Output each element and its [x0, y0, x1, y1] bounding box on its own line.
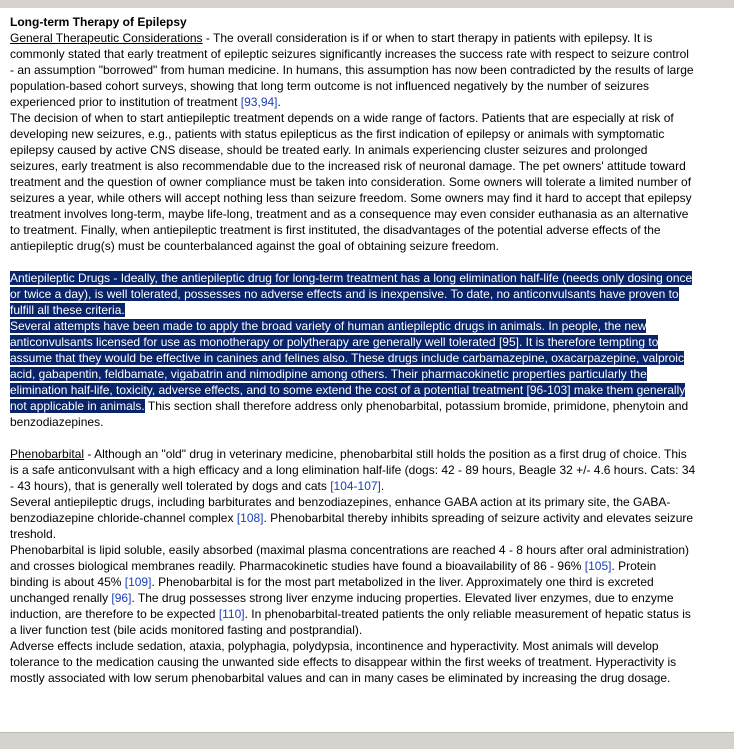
- citation-link[interactable]: [95]: [498, 335, 519, 349]
- paragraph-adverse-effects: Adverse effects include sedation, ataxia, polyphagia, polydypsia, incontinence and hyperactivity. Most animals will develop tolerance to the medication causing the unwanted side effects to disappear within the first weeks of treatment. Hyperactivity is mostly associated with low serum phenobarbital values and can in many cases be eliminated by increasing the drug dosage.: [10, 639, 677, 685]
- spacer: [10, 254, 696, 270]
- text: . The drug possesses strong liver enzyme inducing properties. Elevated liver enzymes, due to enzyme induction, are therefore to be expected: [10, 591, 674, 621]
- section-heading-antiepileptic: Antiepileptic Drugs: [10, 271, 111, 285]
- citation-link[interactable]: [96-103]: [526, 383, 571, 397]
- paragraph-decision: The decision of when to start antiepileptic treatment depends on a wide range of factors. Patients that are especially at risk of developing new seizures, e.g., patients with status epilepticus as the first indication of epilepsy or animals with symptomatic epilepsy caused by active CNS disease, should be treated early. In animals experiencing cluster seizures and prolonged seizures, early treatment is also recommendable due to the increased risk of neuronal damage. The pet owners' attitude toward treatment and the question of owner compliance must be taken into consideration. Some owners will tolerate a limited number of seizures a year, while others will accept nothing less than seizure freedom. Some owners may find it hard to accept that epilepsy treatment involves long-term, maybe life-long, treatment and as a consequence may even consider euthanasia as an alternative to treatment. Finally, when antiepileptic treatment is first instituted, the disadvantages of the potential adverse effects of the antiepileptic drug(s) must be counterbalanced against the goal of obtaining seizure freedom.: [10, 111, 692, 253]
- paragraph-general-considerations: [10, 30, 696, 110]
- citation-link[interactable]: [108]: [236, 511, 264, 525]
- window-top-bar: [0, 0, 734, 8]
- text: Several attempts have been made to apply the broad variety of human antiepileptic drugs in animals. In people, the new anticonvulsants licensed for use as monotherapy or polytherapy are generally well tolerated: [10, 319, 647, 349]
- text: .: [380, 479, 385, 493]
- text: - Although an "old" drug in veterinary medicine, phenobarbital still holds the position as a first drug of choice. This is a safe anticonvulsant with a high efficacy and a long elimination half-life (dogs: 42 - 89 hours, Beagle 32 +/- 4.6 hours. Cats: 34 - 43 hours), that is generally well tolerated by dogs and cats: [10, 447, 696, 493]
- section-heading-general: General Therapeutic Considerations: [10, 31, 203, 45]
- text: Several antiepileptic drugs, including barbiturates and benzodiazepines, enhance GABA action at its primary site, the GABA-benzodiazepine chloride-channel complex: [10, 495, 671, 525]
- text: - Ideally, the antiepileptic drug for long-term treatment has a long elimination half-life (needs only dosing once or twice a day), is well tolerated, possesses no adverse effects and is inexpensive. To date, no anticonvulsants have proven to fulfill all these criteria.: [10, 271, 693, 317]
- citation-link[interactable]: [109]: [124, 575, 152, 589]
- section-heading-phenobarbital: Phenobarbital: [10, 447, 85, 461]
- paragraph-phenobarbital: [10, 446, 696, 494]
- text: make them generally not applicable in animals.: [10, 383, 686, 413]
- text: . It is therefore tempting to assume that they would be effective in canines and felines also. These drugs include carbamazepine, oxacarpazepine, valproic acid, gabapentin, feldbamate, vigabatrin and nimodipine among others. Their pharmacokinetic properties particularly the elimination half-life, toxicity, adverse effects, and to some extend the cost of a potential treatment: [10, 335, 684, 397]
- citation-link[interactable]: [104-107]: [330, 479, 381, 493]
- citation-link[interactable]: [105]: [584, 559, 612, 573]
- article-content: [10, 14, 696, 686]
- text: . Protein binding is about 45%: [10, 559, 657, 589]
- text: . Phenobarbital is for the most part metabolized in the liver. Approximately one third is excreted unchanged renally: [10, 575, 654, 605]
- spacer: [10, 430, 696, 446]
- selected-text[interactable]: [10, 271, 692, 317]
- horizontal-scrollbar[interactable]: [0, 732, 734, 749]
- page-title: Long-term Therapy of Epilepsy: [10, 15, 187, 29]
- paragraph-antiepileptic-drugs: [10, 270, 696, 318]
- text: . In phenobarbital-treated patients the only reliable measurement of hepatic status is a liver function test (bile acids monitored fasting and postprandial).: [10, 607, 691, 637]
- text: . Phenobarbital thereby inhibits spreading of seizure activity and elevates seizure treshold.: [10, 511, 694, 541]
- text: - The overall consideration is if or when to start therapy in patients with epilepsy. It is commonly stated that early treatment of epileptic seizures significantly increases the success rate with respect to seizure control - an assumption "borrowed" from human medicine. In humans, this assumption has now been contradicted by the results of large population-based cohort surveys, showing that long term outcome is not influenced negatively by the number of seizures experienced prior to institution of treatment: [10, 31, 694, 109]
- text: .: [277, 95, 281, 109]
- paragraph-pharmacokinetics: [10, 542, 696, 638]
- paragraph-gaba: [10, 494, 696, 542]
- paragraph-several-attempts: [10, 318, 696, 430]
- citation-link[interactable]: [96]: [111, 591, 132, 605]
- text: This section shall therefore address only phenobarbital, potassium bromide, primidone, phenytoin and benzodiazepines.: [10, 399, 689, 429]
- citation-link[interactable]: [93,94]: [240, 95, 278, 109]
- citation-link[interactable]: [110]: [218, 607, 245, 621]
- text: Phenobarbital is lipid soluble, easily absorbed (maximal plasma concentrations are reached 4 - 8 hours after oral administration) and crosses biological membranes readily. Pharmacokinetic studies have found a bioavailability of 86 - 96%: [10, 543, 690, 573]
